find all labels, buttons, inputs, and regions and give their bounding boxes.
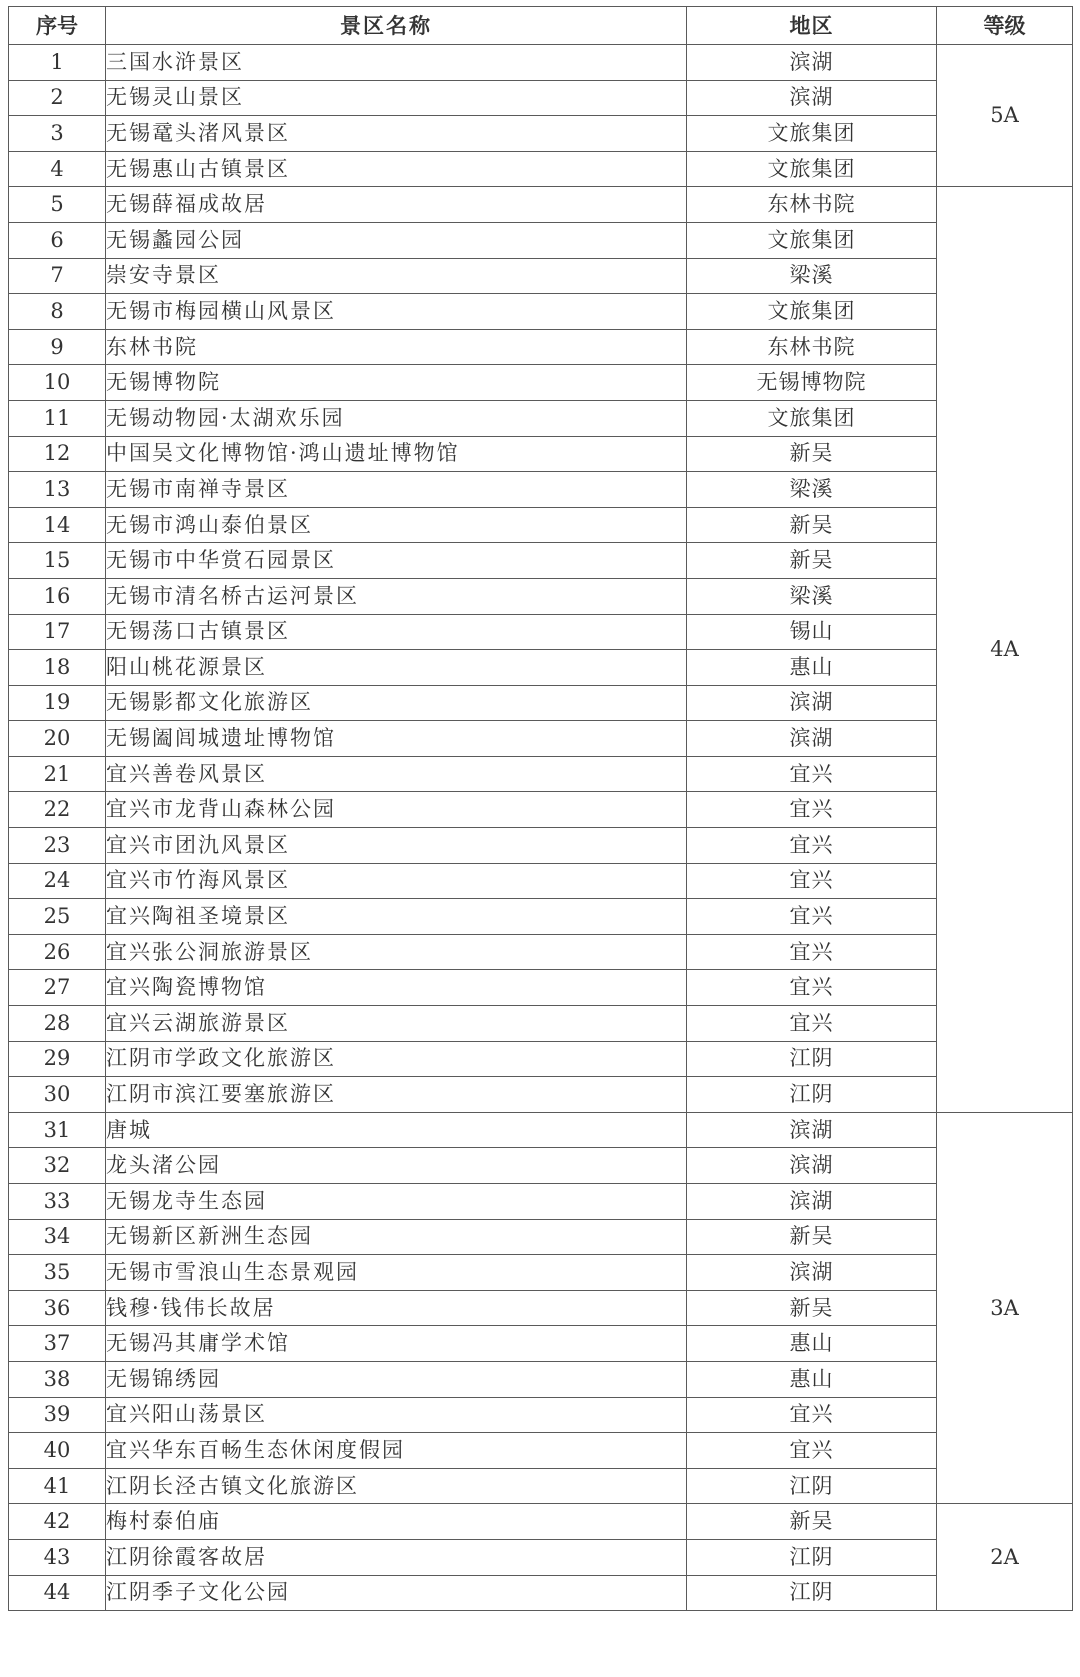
scenic-spot-name: 无锡动物园·太湖欢乐园 bbox=[106, 400, 687, 436]
table-row bbox=[9, 1290, 1073, 1326]
table-row bbox=[9, 436, 1073, 472]
level-cell: 4A bbox=[937, 187, 1073, 1112]
table-row bbox=[9, 578, 1073, 614]
area-cell: 梁溪 bbox=[687, 472, 937, 508]
row-index: 36 bbox=[9, 1290, 106, 1326]
table-body bbox=[9, 7, 1073, 1611]
level-cell: 5A bbox=[937, 45, 1073, 187]
table-row bbox=[9, 721, 1073, 757]
scenic-spot-name: 无锡市鸿山泰伯景区 bbox=[106, 507, 687, 543]
row-index: 32 bbox=[9, 1148, 106, 1184]
row-index: 2 bbox=[9, 80, 106, 116]
table-row bbox=[9, 863, 1073, 899]
area-cell: 文旅集团 bbox=[687, 116, 937, 152]
scenic-spot-name: 无锡蠡园公园 bbox=[106, 222, 687, 258]
level-cell: 2A bbox=[937, 1504, 1073, 1611]
scenic-spot-name: 唐城 bbox=[106, 1112, 687, 1148]
area-cell: 惠山 bbox=[687, 1361, 937, 1397]
scenic-spot-name: 江阴市滨江要塞旅游区 bbox=[106, 1077, 687, 1113]
header-name: 景区名称 bbox=[106, 7, 687, 45]
row-index: 21 bbox=[9, 756, 106, 792]
table-row bbox=[9, 1575, 1073, 1611]
row-index: 10 bbox=[9, 365, 106, 401]
scenic-spot-name: 无锡市南禅寺景区 bbox=[106, 472, 687, 508]
scenic-spot-name: 无锡市雪浪山生态景观园 bbox=[106, 1255, 687, 1291]
table-row bbox=[9, 899, 1073, 935]
row-index: 38 bbox=[9, 1361, 106, 1397]
row-index: 26 bbox=[9, 934, 106, 970]
table-row bbox=[9, 151, 1073, 187]
scenic-spot-name: 宜兴阳山荡景区 bbox=[106, 1397, 687, 1433]
row-index: 14 bbox=[9, 507, 106, 543]
area-cell: 宜兴 bbox=[687, 863, 937, 899]
area-cell: 新吴 bbox=[687, 436, 937, 472]
table-row bbox=[9, 1148, 1073, 1184]
table-row bbox=[9, 1184, 1073, 1220]
area-cell: 新吴 bbox=[687, 1219, 937, 1255]
table-row bbox=[9, 1006, 1073, 1042]
area-cell: 江阴 bbox=[687, 1041, 937, 1077]
scenic-spot-name: 无锡冯其庸学术馆 bbox=[106, 1326, 687, 1362]
row-index: 24 bbox=[9, 863, 106, 899]
scenic-spot-name: 江阴季子文化公园 bbox=[106, 1575, 687, 1611]
scenic-spot-name: 江阴长泾古镇文化旅游区 bbox=[106, 1468, 687, 1504]
area-cell: 东林书院 bbox=[687, 187, 937, 223]
header-row bbox=[9, 7, 1073, 45]
scenic-spot-name: 梅村泰伯庙 bbox=[106, 1504, 687, 1540]
area-cell: 梁溪 bbox=[687, 258, 937, 294]
area-cell: 江阴 bbox=[687, 1468, 937, 1504]
table-row bbox=[9, 1504, 1073, 1540]
row-index: 18 bbox=[9, 650, 106, 686]
table-row bbox=[9, 1539, 1073, 1575]
row-index: 29 bbox=[9, 1041, 106, 1077]
row-index: 43 bbox=[9, 1539, 106, 1575]
table-row bbox=[9, 365, 1073, 401]
scenic-spot-name: 江阴市学政文化旅游区 bbox=[106, 1041, 687, 1077]
area-cell: 滨湖 bbox=[687, 721, 937, 757]
scenic-spot-name: 三国水浒景区 bbox=[106, 45, 687, 81]
row-index: 44 bbox=[9, 1575, 106, 1611]
scenic-spot-name: 宜兴市龙背山森林公园 bbox=[106, 792, 687, 828]
table-row bbox=[9, 1255, 1073, 1291]
scenic-spot-name: 宜兴张公洞旅游景区 bbox=[106, 934, 687, 970]
area-cell: 梁溪 bbox=[687, 578, 937, 614]
row-index: 20 bbox=[9, 721, 106, 757]
area-cell: 宜兴 bbox=[687, 899, 937, 935]
table-row bbox=[9, 1219, 1073, 1255]
area-cell: 滨湖 bbox=[687, 1112, 937, 1148]
row-index: 6 bbox=[9, 222, 106, 258]
row-index: 11 bbox=[9, 400, 106, 436]
area-cell: 宜兴 bbox=[687, 1006, 937, 1042]
table-row bbox=[9, 222, 1073, 258]
row-index: 34 bbox=[9, 1219, 106, 1255]
row-index: 13 bbox=[9, 472, 106, 508]
area-cell: 文旅集团 bbox=[687, 400, 937, 436]
table-row bbox=[9, 756, 1073, 792]
scenic-spot-name: 无锡荡口古镇景区 bbox=[106, 614, 687, 650]
row-index: 40 bbox=[9, 1433, 106, 1469]
scenic-spot-name: 崇安寺景区 bbox=[106, 258, 687, 294]
table-row bbox=[9, 329, 1073, 365]
scenic-spot-name: 阳山桃花源景区 bbox=[106, 650, 687, 686]
table-row bbox=[9, 970, 1073, 1006]
table-row bbox=[9, 614, 1073, 650]
row-index: 23 bbox=[9, 828, 106, 864]
scenic-spot-name: 无锡灵山景区 bbox=[106, 80, 687, 116]
area-cell: 宜兴 bbox=[687, 828, 937, 864]
table-row bbox=[9, 650, 1073, 686]
area-cell: 滨湖 bbox=[687, 80, 937, 116]
table-row bbox=[9, 543, 1073, 579]
level-cell: 3A bbox=[937, 1112, 1073, 1504]
row-index: 37 bbox=[9, 1326, 106, 1362]
scenic-spot-name: 无锡薛福成故居 bbox=[106, 187, 687, 223]
table-row bbox=[9, 828, 1073, 864]
scenic-spot-name: 宜兴市竹海风景区 bbox=[106, 863, 687, 899]
row-index: 4 bbox=[9, 151, 106, 187]
row-index: 9 bbox=[9, 329, 106, 365]
row-index: 8 bbox=[9, 294, 106, 330]
area-cell: 宜兴 bbox=[687, 934, 937, 970]
area-cell: 江阴 bbox=[687, 1539, 937, 1575]
table-row bbox=[9, 934, 1073, 970]
area-cell: 锡山 bbox=[687, 614, 937, 650]
row-index: 12 bbox=[9, 436, 106, 472]
area-cell: 惠山 bbox=[687, 1326, 937, 1362]
scenic-spot-name: 无锡影都文化旅游区 bbox=[106, 685, 687, 721]
table-row bbox=[9, 792, 1073, 828]
scenic-spot-name: 宜兴善卷风景区 bbox=[106, 756, 687, 792]
row-index: 28 bbox=[9, 1006, 106, 1042]
table-row bbox=[9, 1397, 1073, 1433]
area-cell: 文旅集团 bbox=[687, 151, 937, 187]
row-index: 1 bbox=[9, 45, 106, 81]
scenic-spot-name: 无锡惠山古镇景区 bbox=[106, 151, 687, 187]
scenic-spots-table bbox=[8, 6, 1073, 1611]
scenic-spot-name: 无锡龙寺生态园 bbox=[106, 1184, 687, 1220]
scenic-spot-name: 中国吴文化博物馆·鸿山遗址博物馆 bbox=[106, 436, 687, 472]
row-index: 19 bbox=[9, 685, 106, 721]
scenic-spot-name: 无锡博物院 bbox=[106, 365, 687, 401]
table-row bbox=[9, 1077, 1073, 1113]
row-index: 31 bbox=[9, 1112, 106, 1148]
scenic-spot-name: 龙头渚公园 bbox=[106, 1148, 687, 1184]
table-row bbox=[9, 294, 1073, 330]
area-cell: 宜兴 bbox=[687, 756, 937, 792]
scenic-spot-name: 无锡新区新洲生态园 bbox=[106, 1219, 687, 1255]
scenic-spot-name: 宜兴陶瓷博物馆 bbox=[106, 970, 687, 1006]
row-index: 25 bbox=[9, 899, 106, 935]
area-cell: 滨湖 bbox=[687, 685, 937, 721]
row-index: 30 bbox=[9, 1077, 106, 1113]
header-index: 序号 bbox=[9, 7, 106, 45]
table-row bbox=[9, 1361, 1073, 1397]
scenic-spot-name: 宜兴市团氿风景区 bbox=[106, 828, 687, 864]
row-index: 39 bbox=[9, 1397, 106, 1433]
table-row bbox=[9, 187, 1073, 223]
area-cell: 江阴 bbox=[687, 1077, 937, 1113]
area-cell: 惠山 bbox=[687, 650, 937, 686]
area-cell: 文旅集团 bbox=[687, 294, 937, 330]
scenic-spot-name: 宜兴华东百畅生态休闲度假园 bbox=[106, 1433, 687, 1469]
table-row bbox=[9, 116, 1073, 152]
scenic-spot-name: 无锡市清名桥古运河景区 bbox=[106, 578, 687, 614]
row-index: 7 bbox=[9, 258, 106, 294]
row-index: 42 bbox=[9, 1504, 106, 1540]
area-cell: 文旅集团 bbox=[687, 222, 937, 258]
table-row bbox=[9, 80, 1073, 116]
row-index: 15 bbox=[9, 543, 106, 579]
scenic-spot-name: 钱穆·钱伟长故居 bbox=[106, 1290, 687, 1326]
area-cell: 新吴 bbox=[687, 1290, 937, 1326]
row-index: 3 bbox=[9, 116, 106, 152]
scenic-spot-name: 无锡鼋头渚风景区 bbox=[106, 116, 687, 152]
row-index: 5 bbox=[9, 187, 106, 223]
area-cell: 宜兴 bbox=[687, 1397, 937, 1433]
scenic-spot-name: 江阴徐霞客故居 bbox=[106, 1539, 687, 1575]
table-row bbox=[9, 685, 1073, 721]
table-row bbox=[9, 258, 1073, 294]
table-row bbox=[9, 472, 1073, 508]
scenic-spot-name: 宜兴云湖旅游景区 bbox=[106, 1006, 687, 1042]
scenic-spot-name: 无锡市中华赏石园景区 bbox=[106, 543, 687, 579]
scenic-spot-name: 东林书院 bbox=[106, 329, 687, 365]
header-area: 地区 bbox=[687, 7, 937, 45]
area-cell: 新吴 bbox=[687, 543, 937, 579]
area-cell: 新吴 bbox=[687, 507, 937, 543]
table-row bbox=[9, 1326, 1073, 1362]
area-cell: 新吴 bbox=[687, 1504, 937, 1540]
table-row bbox=[9, 1112, 1073, 1148]
table-row bbox=[9, 507, 1073, 543]
area-cell: 宜兴 bbox=[687, 970, 937, 1006]
table-row bbox=[9, 1468, 1073, 1504]
area-cell: 东林书院 bbox=[687, 329, 937, 365]
header-level: 等级 bbox=[937, 7, 1073, 45]
row-index: 33 bbox=[9, 1184, 106, 1220]
scenic-spot-name: 无锡锦绣园 bbox=[106, 1361, 687, 1397]
row-index: 35 bbox=[9, 1255, 106, 1291]
table-row bbox=[9, 1041, 1073, 1077]
row-index: 16 bbox=[9, 578, 106, 614]
scenic-spot-name: 无锡阖闾城遗址博物馆 bbox=[106, 721, 687, 757]
scenic-spot-name: 无锡市梅园横山风景区 bbox=[106, 294, 687, 330]
table-row bbox=[9, 1433, 1073, 1469]
row-index: 27 bbox=[9, 970, 106, 1006]
area-cell: 江阴 bbox=[687, 1575, 937, 1611]
area-cell: 滨湖 bbox=[687, 1184, 937, 1220]
table-row bbox=[9, 400, 1073, 436]
row-index: 17 bbox=[9, 614, 106, 650]
area-cell: 无锡博物院 bbox=[687, 365, 937, 401]
area-cell: 宜兴 bbox=[687, 1433, 937, 1469]
row-index: 22 bbox=[9, 792, 106, 828]
area-cell: 滨湖 bbox=[687, 1255, 937, 1291]
area-cell: 宜兴 bbox=[687, 792, 937, 828]
row-index: 41 bbox=[9, 1468, 106, 1504]
scenic-spot-name: 宜兴陶祖圣境景区 bbox=[106, 899, 687, 935]
area-cell: 滨湖 bbox=[687, 45, 937, 81]
table-row bbox=[9, 45, 1073, 81]
area-cell: 滨湖 bbox=[687, 1148, 937, 1184]
